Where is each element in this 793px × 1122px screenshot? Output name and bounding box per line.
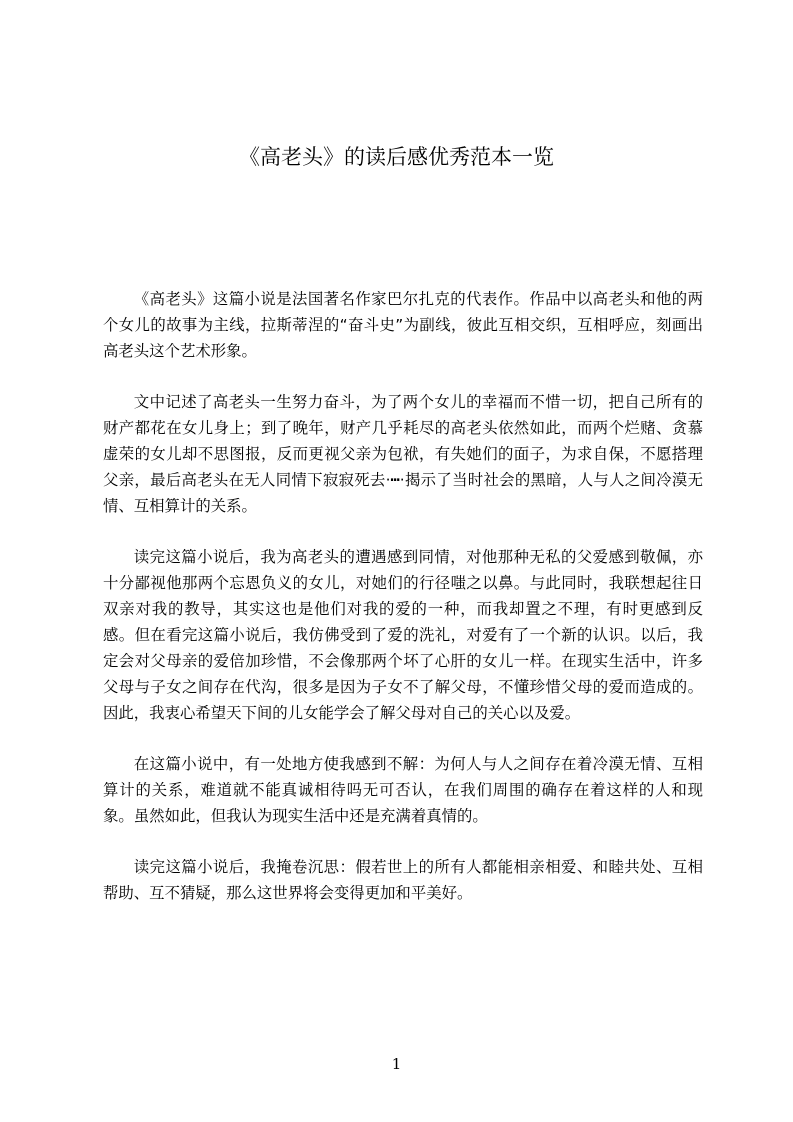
page-number: 1 xyxy=(391,1055,402,1073)
page-title: 《高老头》的读后感优秀范本一览 xyxy=(239,145,554,169)
paragraph-1: 《高老头》这篇小说是法国著名作家巴尔扎克的代表作。作品中以高老头和他的两个女儿的故事为主线，拉斯蒂涅的“奋斗史”为副线，彼此互相交织，互相呼应，刻画出高老头这个艺术形象。 xyxy=(103,290,703,360)
paragraph-4: 在这篇小说中，有一处地方使我感到不解：为何人与人之间存在着冷漠无情、互相算计的关系，难道就不能真诚相待吗无可否认，在我们周围的确存在着这样的人和现象。虽然如此，但我认为现实生活中还是充满着真情的。 xyxy=(103,755,703,825)
paragraph-5: 读完这篇小说后，我掩卷沉思：假若世上的所有人都能相亲相爱、和睦共处、互相帮助、互不猜疑，那么这世界将会变得更加和平美好。 xyxy=(103,858,703,902)
paragraph-2: 文中记述了高老头一生努力奋斗，为了两个女儿的幸福而不惜一切，把自己所有的财产都花在女儿身上；到了晚年，财产几乎耗尽的高老头依然如此，而两个烂赌、贪慕虚荣的女儿却不思图报，反而更视父亲为包袱，有失她们的面子，为求自保，不愿搭理父亲，最后高老头在无人同情下寂寂死去·┅·揭示了当时社会的黑暗，人与人之间冷漠无情、互相算计的关系。 xyxy=(103,393,703,515)
document-body xyxy=(103,286,703,931)
paragraph-3: 读完这篇小说后，我为高老头的遭遇感到同情，对他那种无私的父爱感到敬佩，亦十分鄙视他那两个忘恩负义的女儿，对她们的行径嗤之以鼻。与此同时，我联想起往日双亲对我的教导，其实这也是他们对我的爱的一种，而我却置之不理，有时更感到反感。但在看完这篇小说后，我仿佛受到了爱的洗礼，对爱有了一个新的认识。以后，我定会对父母亲的爱倍加珍惜，不会像那两个坏了心肝的女儿一样。在现实生活中，许多父母与子女之间存在代沟，很多是因为子女不了解父母，不懂珍惜父母的爱而造成的。因此，我衷心希望天下间的儿女能学会了解父母对自己的关心以及爱。 xyxy=(103,548,703,722)
